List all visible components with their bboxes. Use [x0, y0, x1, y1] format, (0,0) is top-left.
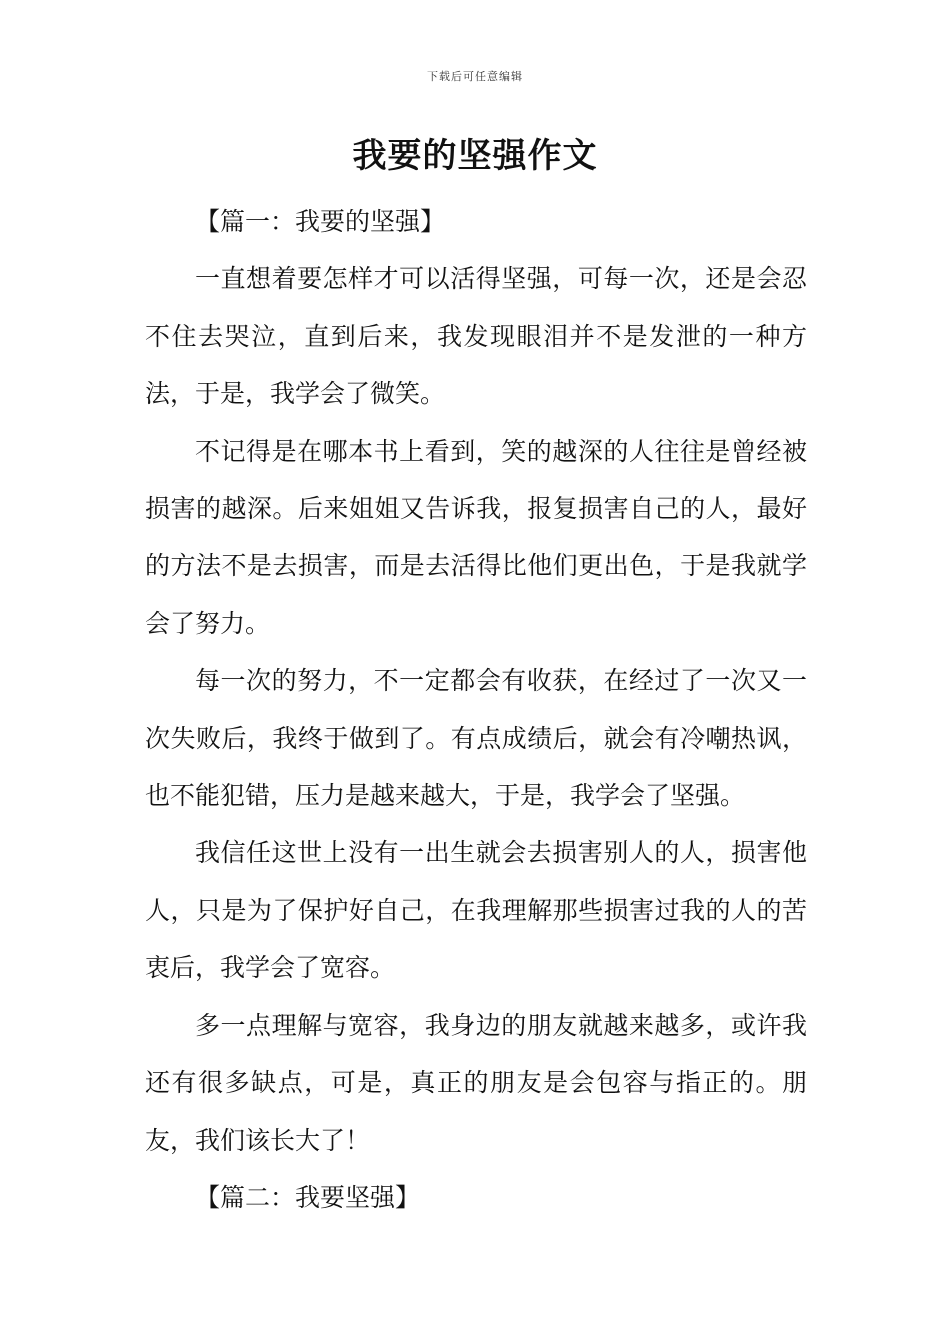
section-one-heading: 【篇一：我要的坚强】: [195, 207, 446, 236]
header-note: 下载后可任意编辑: [427, 70, 523, 83]
paragraph-2: 不记得是在哪本书上看到，笑的越深的人往往是曾经被损害的越深。后来姐姐又告诉我，报复损害自己的人，最好的方法不是去损害，而是去活得比他们更出色，于是我就学会了努力。: [145, 436, 807, 638]
document-title: 我要的坚强作文: [352, 136, 598, 176]
section-two-heading: 【篇二：我要坚强】: [195, 1182, 421, 1212]
paragraph-5: 多一点理解与宽容，我身边的朋友就越来越多，或许我还有很多缺点，可是，真正的朋友是会包容与指正的。朋友，我们该长大了！: [145, 1010, 807, 1155]
paragraph-3: 每一次的努力，不一定都会有收获，在经过了一次又一次失败后，我终于做到了。有点成绩后，就会有冷嘲热讽，也不能犯错，压力是越来越大，于是，我学会了坚强。: [145, 666, 807, 811]
paragraph-1: 一直想着要怎样才可以活得坚强，可每一次，还是会忍不住去哭泣，直到后来，我发现眼泪并不是发泄的一种方法，于是，我学会了微笑。: [145, 264, 807, 409]
document-body: [145, 193, 807, 1226]
paragraph-4: 我信任这世上没有一出生就会去损害别人的人，损害他人，只是为了保护好自己，在我理解那些损害过我的人的苦衷后，我学会了宽容。: [145, 838, 807, 983]
